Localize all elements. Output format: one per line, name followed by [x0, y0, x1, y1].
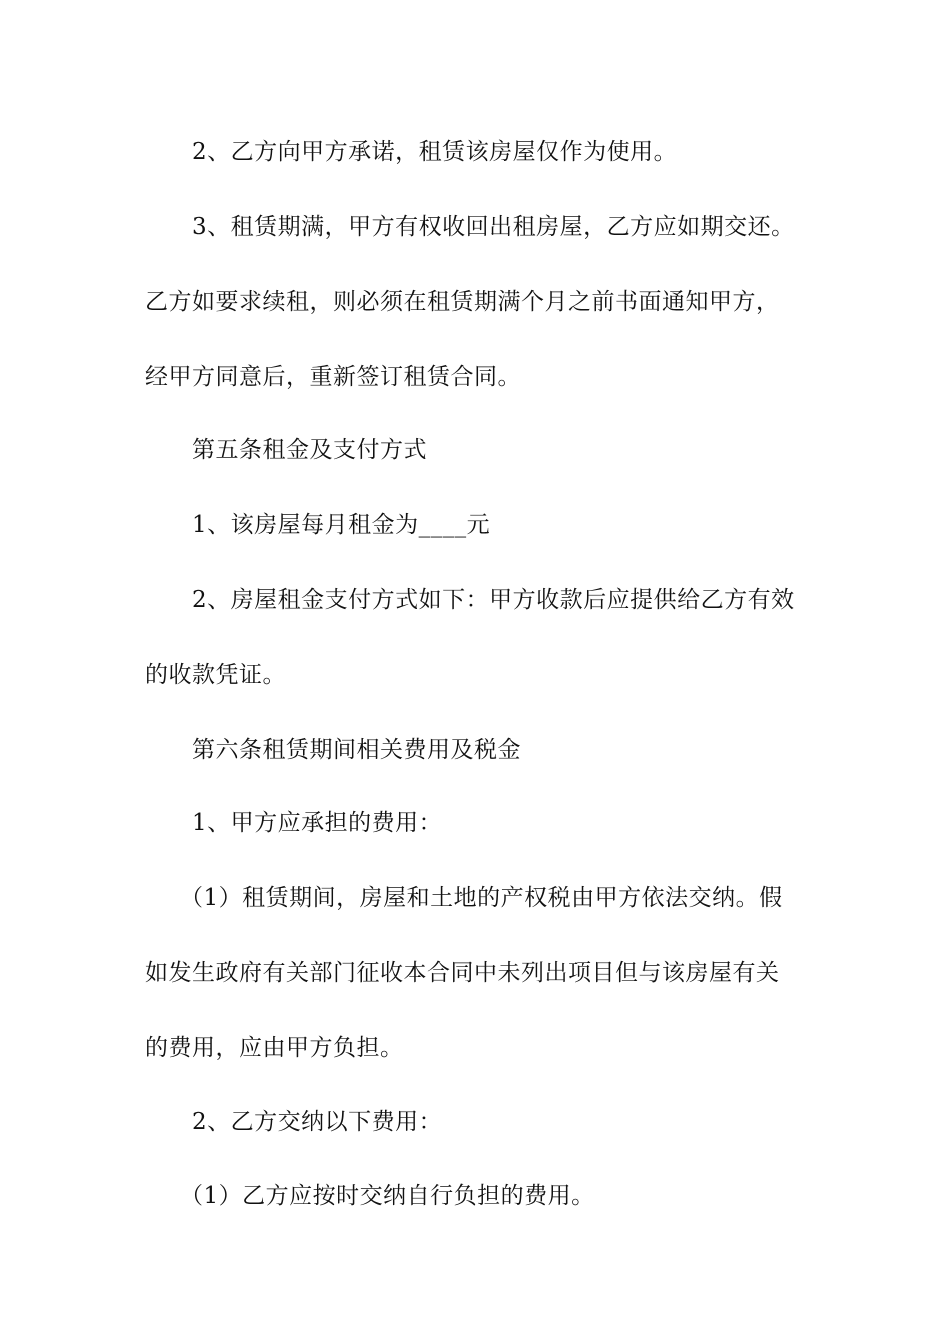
clause-6-item-1-sub-1: （1）租赁期间，房屋和土地的产权税由甲方依法交纳。假 — [180, 885, 783, 911]
clause-6-heading: 第六条租赁期间相关费用及税金 — [192, 737, 521, 763]
clause-4-item-3-cont-2: 经甲方同意后，重新签订租赁合同。 — [145, 364, 521, 390]
clause-6-item-1-sub-1-cont-1: 如发生政府有关部门征收本合同中未列出项目但与该房屋有关 — [145, 960, 780, 986]
clause-5-item-2: 2、房屋租金支付方式如下：甲方收款后应提供给乙方有效 — [192, 587, 795, 613]
clause-5-item-1: 1、该房屋每月租金为____元 — [192, 512, 491, 538]
clause-5-heading: 第五条租金及支付方式 — [192, 437, 427, 463]
clause-4-item-2: 2、乙方向甲方承诺，租赁该房屋仅作为使用。 — [192, 139, 678, 165]
clause-6-item-1-sub-1-cont-2: 的费用，应由甲方负担。 — [145, 1035, 404, 1061]
clause-6-item-2-sub-1: （1）乙方应按时交纳自行负担的费用。 — [180, 1183, 595, 1209]
clause-5-item-2-cont: 的收款凭证。 — [145, 662, 286, 688]
clause-6-item-2: 2、乙方交纳以下费用： — [192, 1109, 443, 1135]
clause-6-item-1: 1、甲方应承担的费用： — [192, 810, 443, 836]
clause-4-item-3-cont-1: 乙方如要求续租，则必须在租赁期满个月之前书面通知甲方， — [145, 289, 780, 315]
clause-4-item-3: 3、租赁期满，甲方有权收回出租房屋，乙方应如期交还。 — [192, 214, 795, 240]
